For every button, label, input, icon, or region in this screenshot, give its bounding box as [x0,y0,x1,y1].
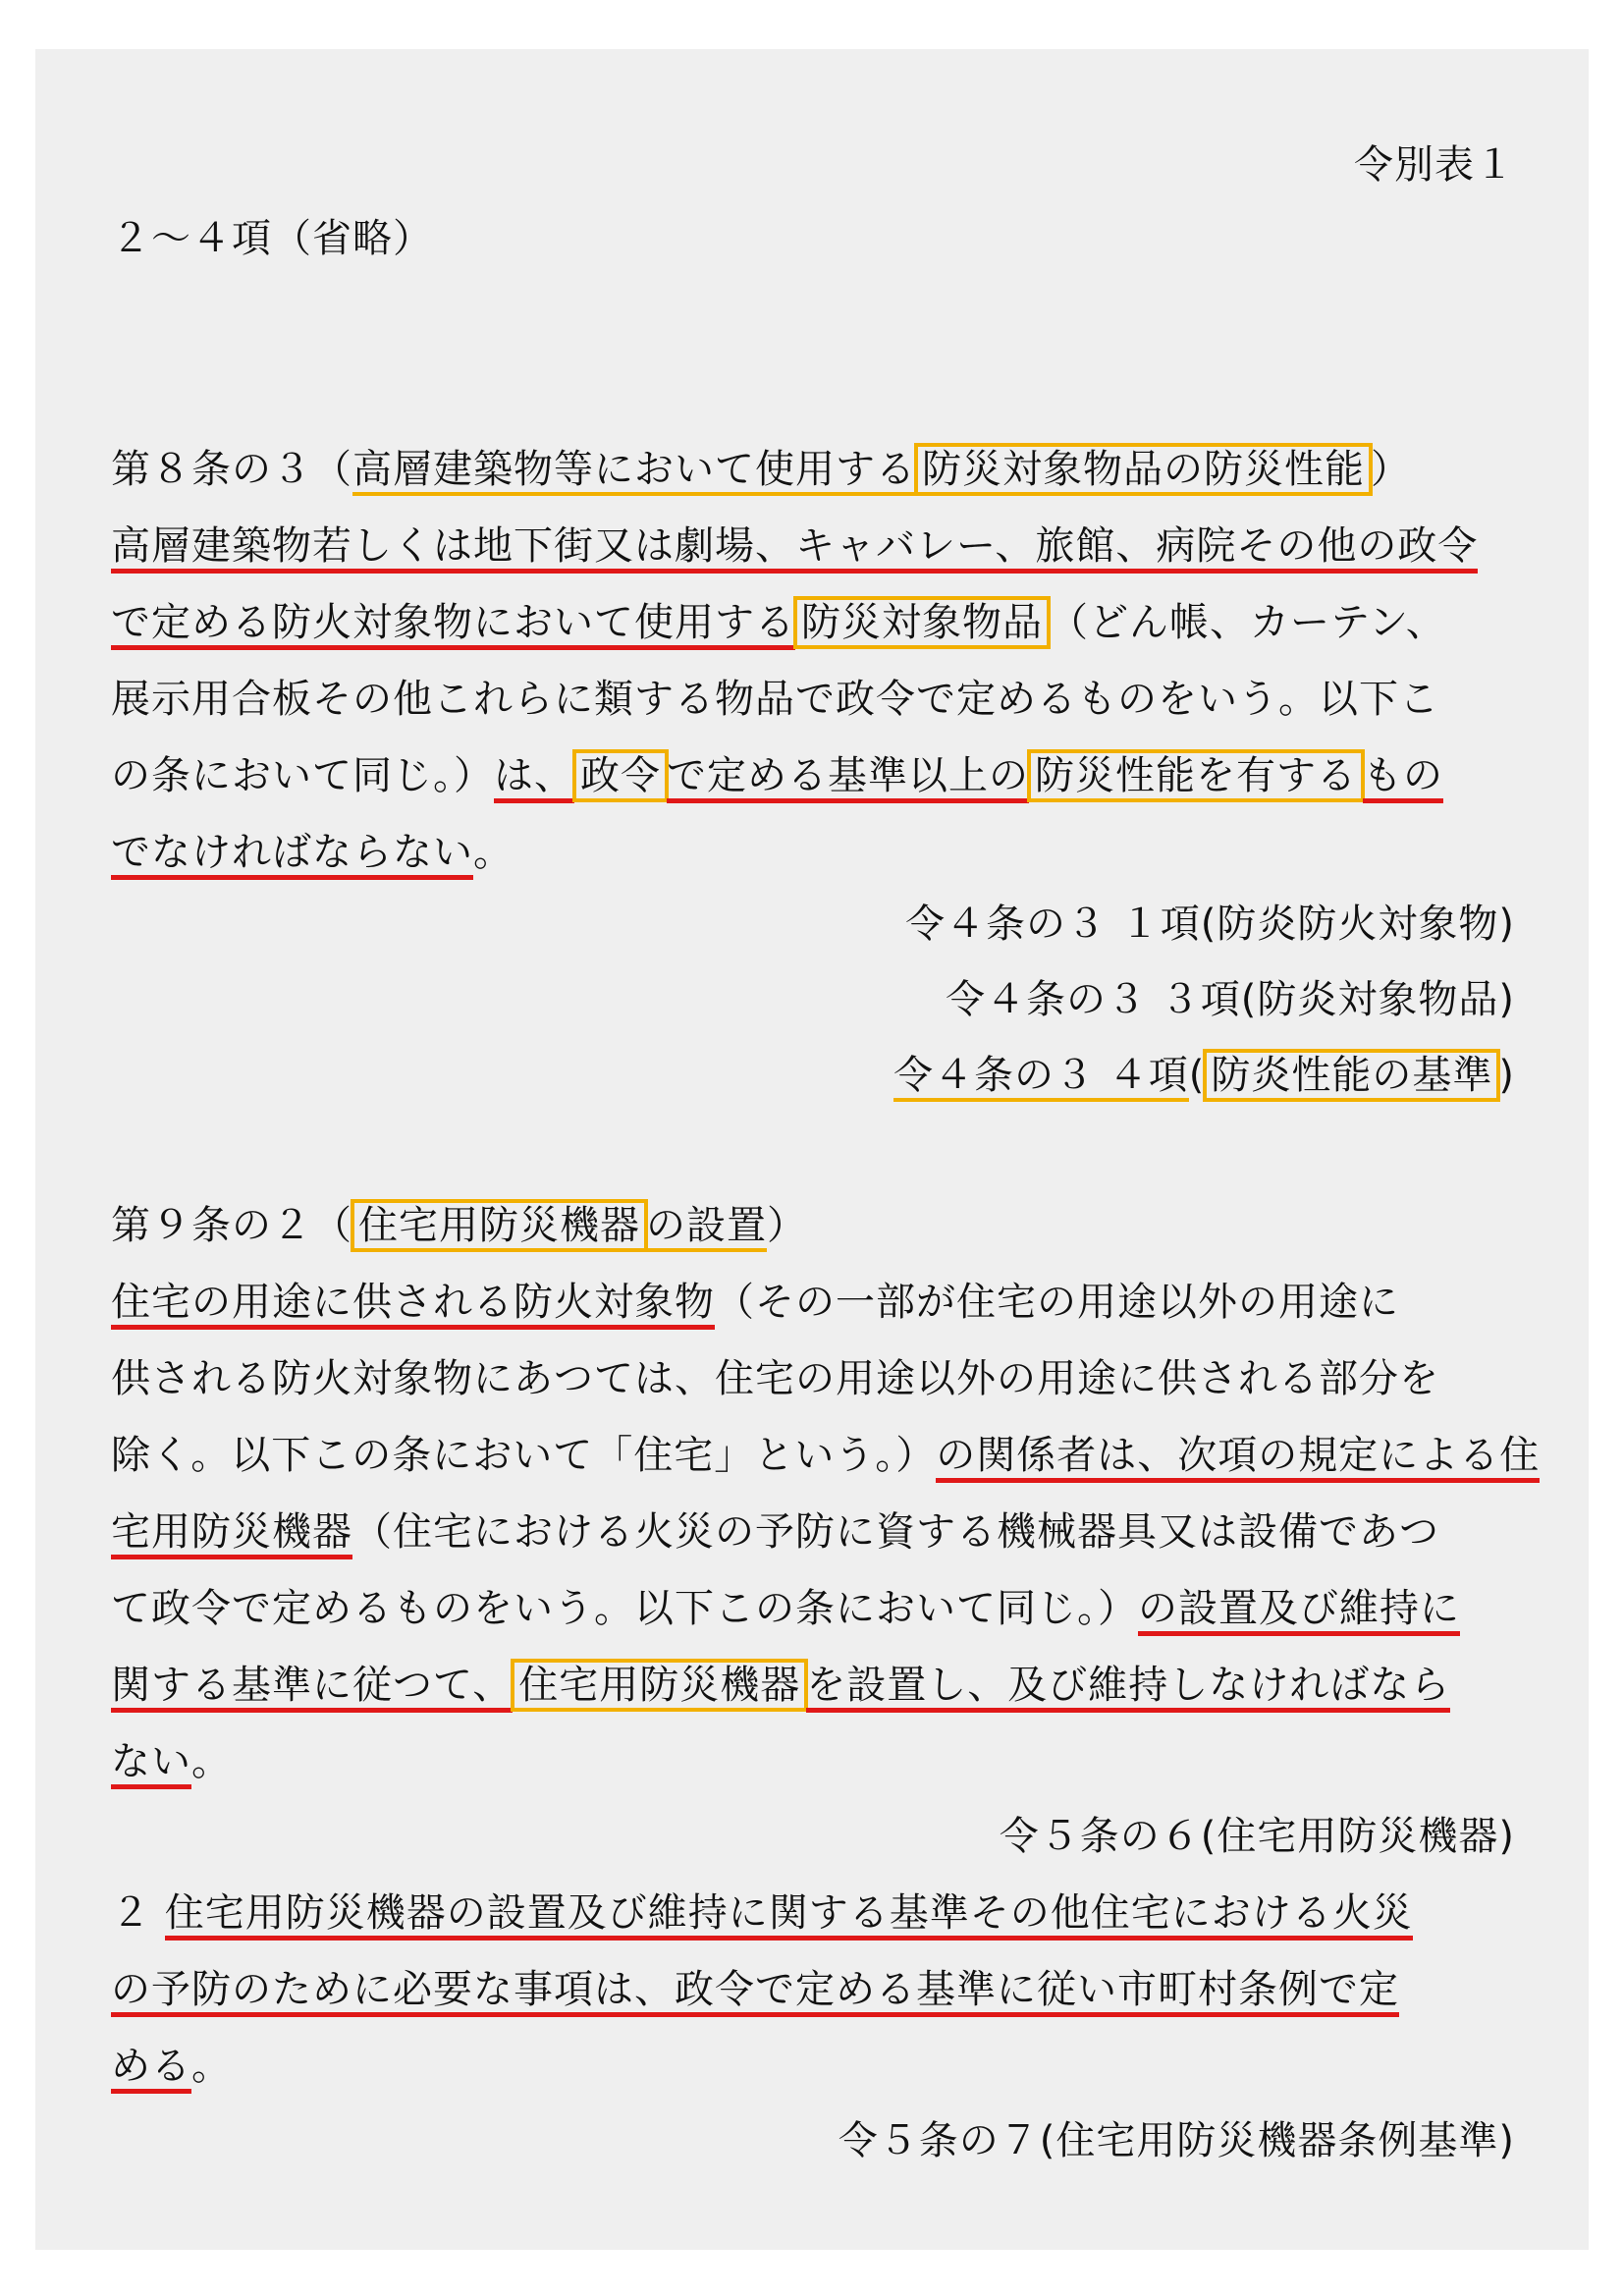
omitted-items: ２～４項（省略） [111,216,433,261]
highlight-box: 政令 [572,749,669,802]
highlight-box: 防災対象物品 [793,596,1051,649]
art92-heading: 第９条の２（ 住宅用防災機器 の設置） [111,1198,807,1253]
art92-line6: 関する基準に従つて、 住宅用防災機器 を設置し、及び維持しなければなら [111,1658,1450,1713]
art83-ref1: 令４条の３ １項(防炎防火対象物) [905,902,1515,947]
art92-ref1: 令５条の６(住宅用防災機器) [999,1814,1515,1859]
art83-heading: 第８条の３（高層建築物等において使用する 防災対象物品の防災性能 ） [111,442,1411,497]
art83-line4: の条において同じ。）は、 政令 で定める基準以上の 防災性能を有する もの [111,748,1443,803]
art83-line5: でなければならない。 [111,825,514,880]
highlight-box: 防炎性能の基準 [1203,1049,1500,1102]
art92-line7: ない。 [111,1734,232,1789]
art83-line3: 展示用合板その他これらに類する物品で政令で定めるものをいう。以下こ [111,677,1439,722]
art92-para2-line2: の予防のために必要な事項は、政令で定める基準に従い市町村条例で定 [111,1962,1399,2017]
art92-line1: 住宅の用途に供される防火対象物（その一部が住宅の用途以外の用途に [111,1275,1399,1330]
art83-line1: 高層建築物若しくは地下街又は劇場、キャバレー、旅館、病院その他の政令 [111,519,1478,574]
art92-para2-line1: ２ 住宅用防災機器の設置及び維持に関する基準その他住宅における火災 [111,1886,1413,1941]
highlight-box: 防災性能を有する [1027,749,1365,802]
art92-line5: て政令で定めるものをいう。以下この条において同じ。）の設置及び維持に [111,1581,1460,1636]
art92-line4: 宅用防災機器（住宅における火災の予防に資する機械器具又は設備であつ [111,1504,1439,1559]
art92-line2: 供される防火対象物にあつては、住宅の用途以外の用途に供される部分を [111,1356,1439,1401]
art92-para2-line3: める。 [111,2039,232,2094]
art83-ref2: 令４条の３ ３項(防炎対象物品) [946,977,1515,1022]
highlight-box: 住宅用防災機器 [511,1659,808,1712]
art83-line2: で定める防火対象物において使用する 防災対象物品 （どん帳、カーテン、 [111,595,1446,650]
art92-ref2: 令５条の７(住宅用防災機器条例基準) [838,2118,1515,2163]
art92-line3: 除く。以下この条において「住宅」という。）の関係者は、次項の規定による住 [111,1428,1540,1483]
highlight-box: 防災対象物品の防災性能 [914,443,1373,496]
header-ref: 令別表１ [1354,142,1515,188]
highlight-box: 住宅用防災機器 [351,1199,648,1252]
art83-ref3: 令４条の３ ４項( 防炎性能の基準 ) [893,1048,1515,1103]
